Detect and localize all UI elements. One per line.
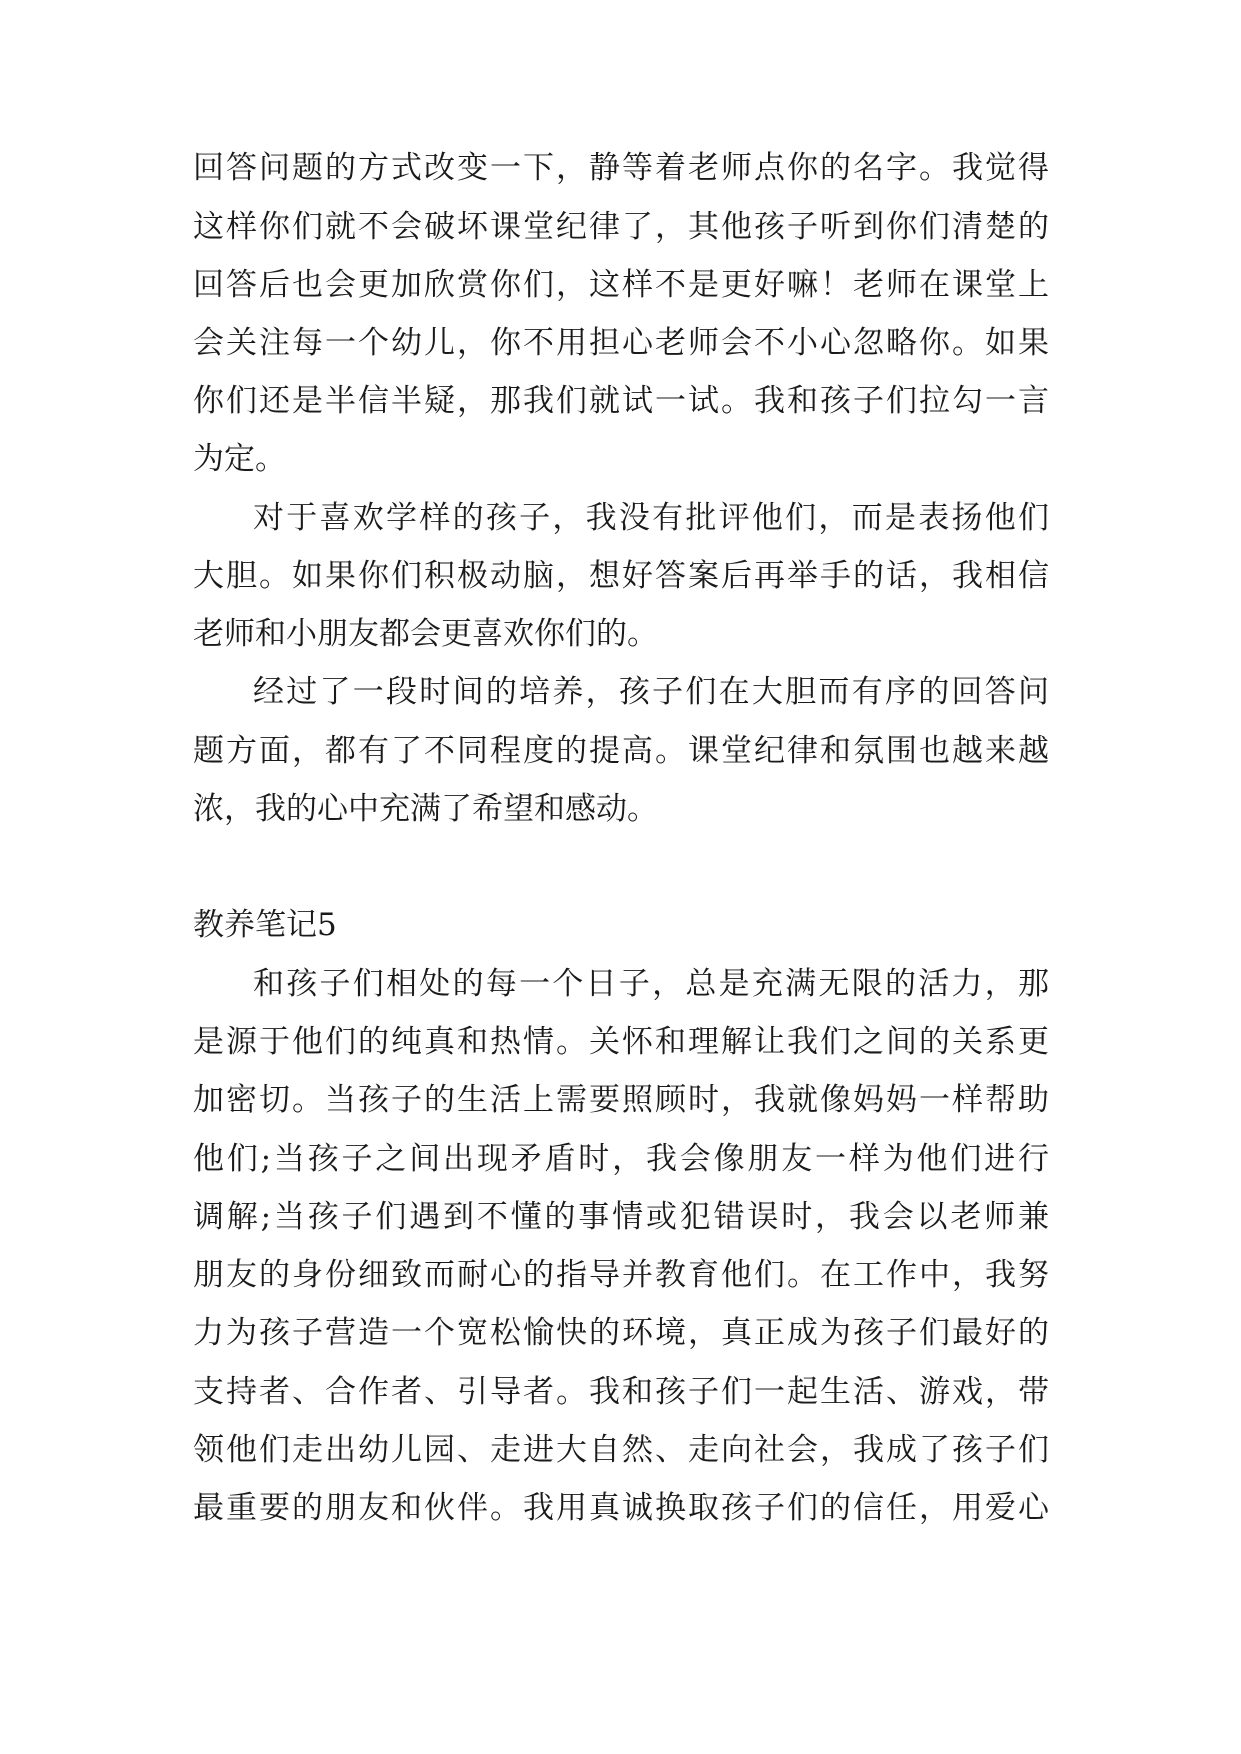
body-line: 支持者、合作者、引导者。我和孩子们一起生活、游戏，带 [193, 1374, 1049, 1410]
body-line: 朋友的身份细致而耐心的指导并教育他们。在工作中，我努 [193, 1257, 1049, 1293]
body-line: 会关注每一个幼儿，你不用担心老师会不小心忽略你。如果 [193, 325, 1049, 361]
body-line: 这样你们就不会破坏课堂纪律了，其他孩子听到你们清楚的 [193, 209, 1049, 245]
body-line: 回答问题的方式改变一下，静等着老师点你的名字。我觉得 [193, 150, 1049, 186]
body-line: 力为孩子营造一个宽松愉快的环境，真正成为孩子们最好的 [193, 1315, 1049, 1351]
body-line: 是源于他们的纯真和热情。关怀和理解让我们之间的关系更 [193, 1024, 1049, 1060]
body-line: 最重要的朋友和伙伴。我用真诚换取孩子们的信任，用爱心 [193, 1490, 1049, 1526]
body-line: 你们还是半信半疑，那我们就试一试。我和孩子们拉勾一言 [193, 383, 1049, 419]
body-line: 老师和小朋友都会更喜欢你们的。 [193, 616, 658, 652]
body-line: 他们;当孩子之间出现矛盾时，我会像朋友一样为他们进行 [193, 1141, 1049, 1177]
body-line: 领他们走出幼儿园、走进大自然、走向社会，我成了孩子们 [193, 1432, 1049, 1468]
body-line: 为定。 [193, 441, 286, 477]
body-line: 加密切。当孩子的生活上需要照顾时，我就像妈妈一样帮助 [193, 1082, 1049, 1118]
paragraph-first-line: 对于喜欢学样的孩子，我没有批评他们，而是表扬他们 [253, 500, 1049, 536]
body-line: 调解;当孩子们遇到不懂的事情或犯错误时，我会以老师兼 [193, 1199, 1049, 1235]
body-line: 回答后也会更加欣赏你们，这样不是更好嘛！老师在课堂上 [193, 267, 1049, 303]
body-line: 浓，我的心中充满了希望和感动。 [193, 791, 658, 827]
section-title: 教养笔记5 [193, 907, 337, 943]
paragraph-first-line: 和孩子们相处的每一个日子，总是充满无限的活力，那 [253, 966, 1049, 1002]
body-line: 大胆。如果你们积极动脑，想好答案后再举手的话，我相信 [193, 558, 1049, 594]
paragraph-first-line: 经过了一段时间的培养，孩子们在大胆而有序的回答问 [253, 674, 1049, 710]
body-line: 题方面，都有了不同程度的提高。课堂纪律和氛围也越来越 [193, 733, 1049, 769]
